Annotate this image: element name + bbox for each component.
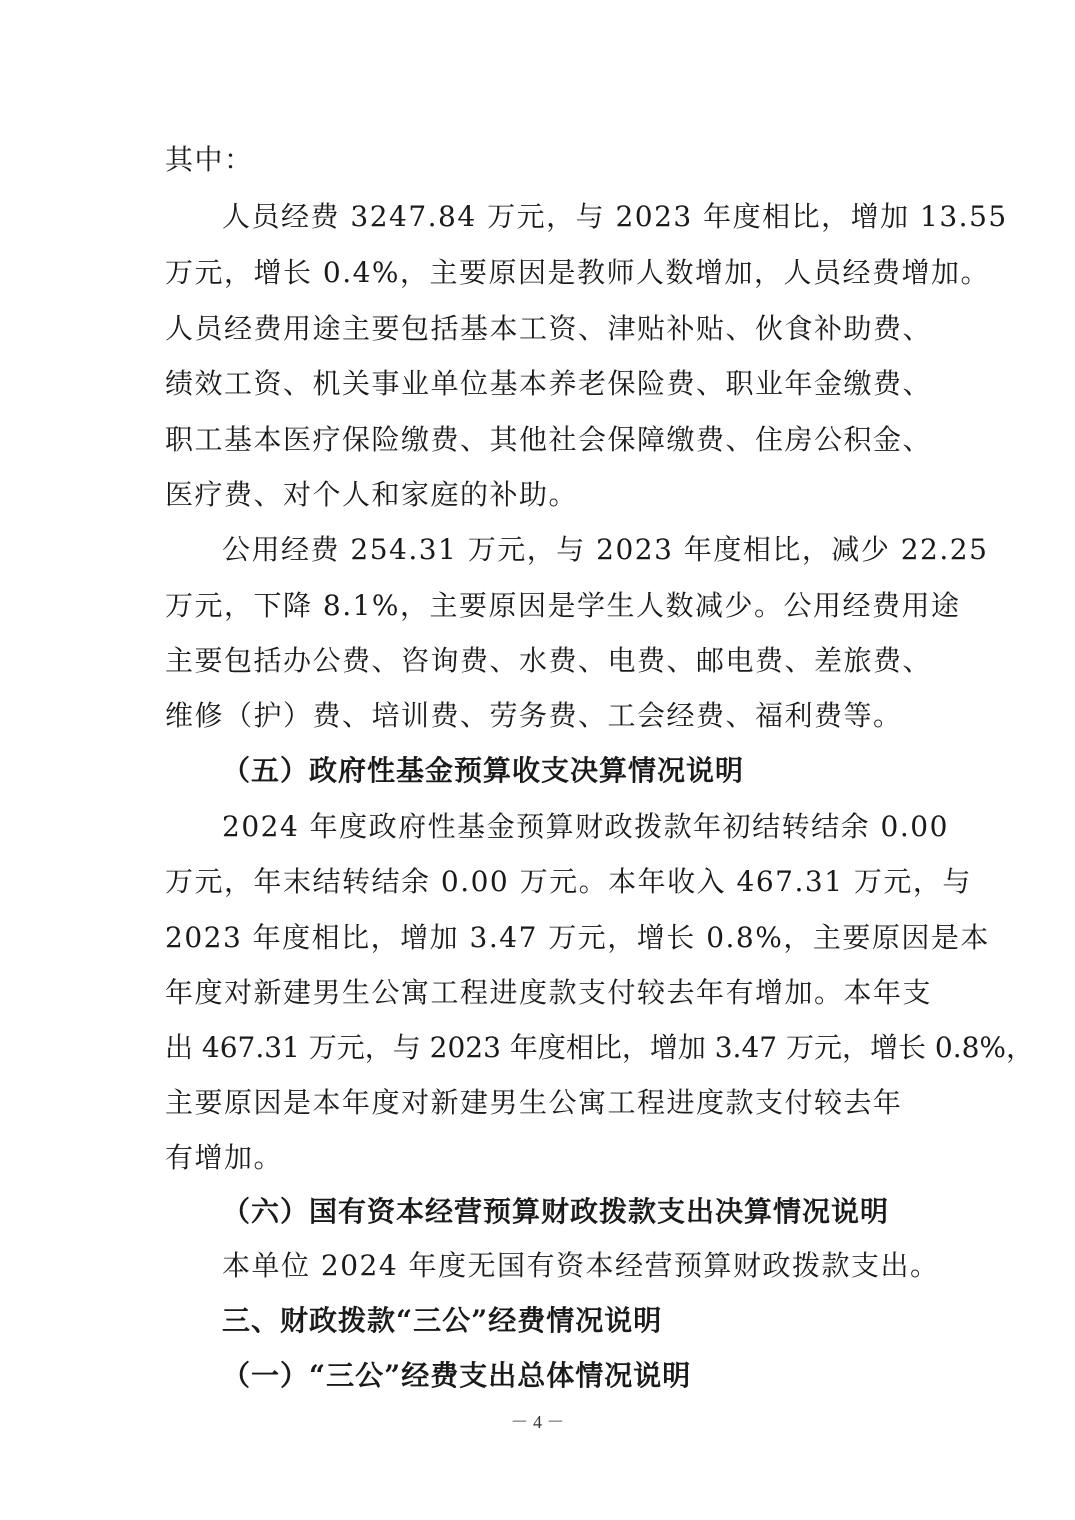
fund-paragraph-line-5: 出 467.31 万元，与 2023 年度相比，增加 3.47 万元，增长 0.8%， xyxy=(165,1031,1035,1064)
public-paragraph-line-4: 维修（护）费、培训费、劳务费、工会经费、福利费等。 xyxy=(165,699,903,732)
fund-paragraph-line-4: 年度对新建男生公寓工程进度款支付较去年有增加。本年支 xyxy=(165,976,933,1009)
fund-paragraph-line-3: 2023 年度相比，增加 3.47 万元，增长 0.8%，主要原因是本 xyxy=(165,921,990,954)
public-paragraph-line-3: 主要包括办公费、咨询费、水费、电费、邮电费、差旅费、 xyxy=(165,644,933,677)
personnel-paragraph-line-4: 绩效工资、机关事业单位基本养老保险费、职业年金缴费、 xyxy=(165,367,933,400)
page-number: － 4 － xyxy=(510,1412,565,1432)
subsection-one-heading: （一）“三公”经费支出总体情况说明 xyxy=(222,1359,692,1392)
public-paragraph-line-2: 万元，下降 8.1%，主要原因是学生人数减少。公用经费用途 xyxy=(165,589,961,622)
section-three-heading: 三、财政拨款“三公”经费情况说明 xyxy=(222,1304,663,1337)
personnel-paragraph-line-3: 人员经费用途主要包括基本工资、津贴补贴、伙食补助费、 xyxy=(165,312,933,345)
section-five-heading: （五）政府性基金预算收支决算情况说明 xyxy=(222,754,745,787)
fund-paragraph-line-1: 2024 年度政府性基金预算财政拨款年初结转结余 0.00 xyxy=(222,810,949,843)
fund-paragraph-line-7: 有增加。 xyxy=(165,1141,284,1174)
public-paragraph-line-1: 公用经费 254.31 万元，与 2023 年度相比，减少 22.25 xyxy=(222,533,989,566)
fund-paragraph-line-6: 主要原因是本年度对新建男生公寓工程进度款支付较去年 xyxy=(165,1086,903,1119)
personnel-paragraph-line-5: 职工基本医疗保险缴费、其他社会保障缴费、住房公积金、 xyxy=(165,423,933,456)
personnel-paragraph-line-6: 医疗费、对个人和家庭的补助。 xyxy=(165,478,579,511)
section-six-heading: （六）国有资本经营预算财政拨款支出决算情况说明 xyxy=(222,1195,890,1228)
intro-label: 其中： xyxy=(165,143,254,176)
personnel-paragraph-line-2: 万元，增长 0.4%，主要原因是教师人数增加，人员经费增加。 xyxy=(165,256,991,289)
personnel-paragraph-line-1: 人员经费 3247.84 万元，与 2023 年度相比，增加 13.55 xyxy=(222,200,1008,233)
fund-paragraph-line-2: 万元，年末结转结余 0.00 万元。本年收入 467.31 万元，与 xyxy=(165,865,972,898)
section-six-body: 本单位 2024 年度无国有资本经营预算财政拨款支出。 xyxy=(222,1249,940,1282)
